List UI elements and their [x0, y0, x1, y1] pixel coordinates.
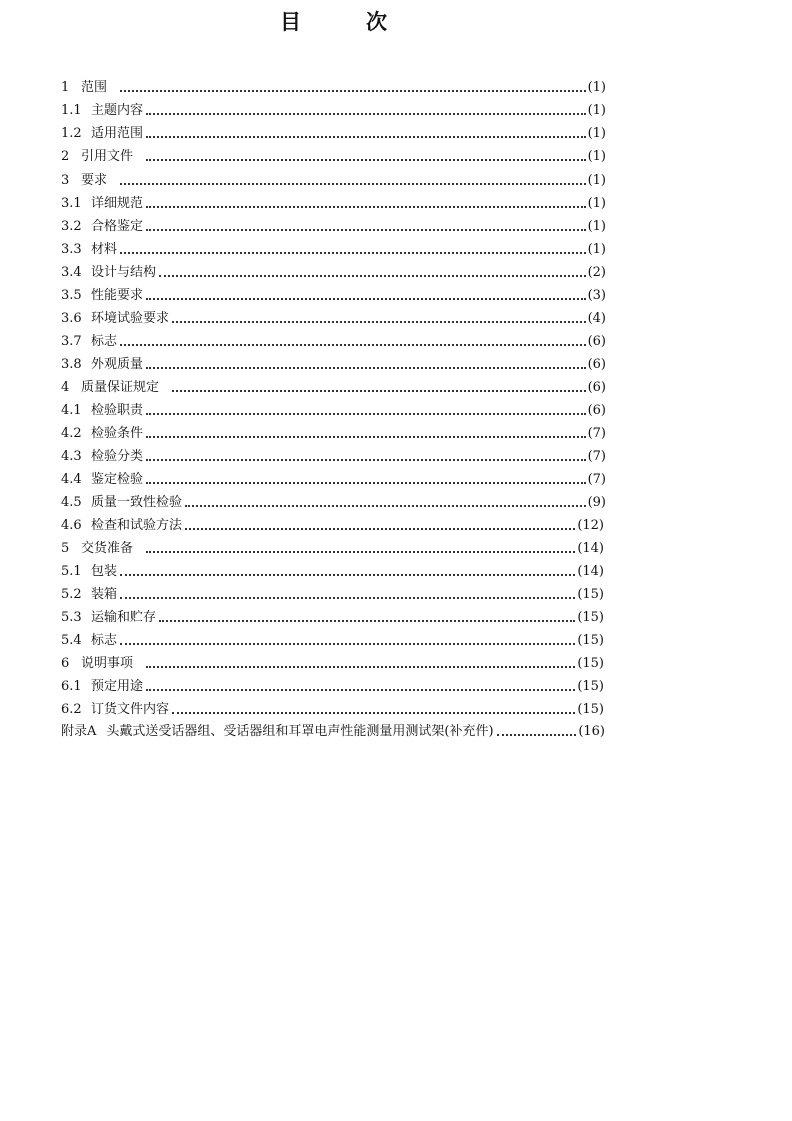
toc-entry-label: 适用范围: [91, 126, 144, 141]
toc-entry-page: (7): [587, 472, 606, 487]
dot-leader: [497, 734, 577, 736]
toc-entry-page: (14): [577, 564, 604, 579]
toc-entry-number: 1: [61, 80, 70, 95]
toc-entry[interactable]: [61, 307, 606, 327]
dot-leader: [159, 620, 575, 622]
dot-leader: [146, 666, 575, 668]
toc-entry-page: (6): [587, 380, 606, 395]
dot-leader: [146, 136, 586, 138]
toc-entry-number: 2: [61, 149, 70, 164]
dot-leader: [146, 206, 586, 208]
toc-entry-number: 5: [61, 541, 70, 556]
toc-entry[interactable]: [61, 652, 604, 672]
toc-entry-label: 详细规范: [91, 196, 144, 211]
title-char-2: 次: [366, 10, 387, 34]
toc-entry-number: 1.1: [61, 103, 82, 118]
toc-entry-label: 要求: [81, 173, 108, 188]
toc-entry[interactable]: [61, 399, 606, 419]
title-char-1: 目: [280, 10, 301, 34]
toc-entry-page: (1): [587, 126, 606, 141]
toc-entry-page: (1): [587, 219, 606, 234]
toc-entry-page: (15): [577, 679, 604, 694]
toc-entry-page: (6): [587, 403, 606, 418]
toc-entry[interactable]: [61, 76, 606, 96]
toc-entry-page: (15): [577, 587, 604, 602]
toc-entry-number: 4.5: [61, 495, 82, 510]
toc-entry-label: 质量保证规定: [81, 380, 160, 395]
toc-entry-page: (7): [587, 426, 606, 441]
toc-entry-label: 主题内容: [91, 103, 144, 118]
toc-entry-number: 3.4: [61, 265, 82, 280]
toc-entry-page: (15): [577, 633, 604, 648]
toc-entry-number: 3.2: [61, 219, 82, 234]
toc-entry-number: 5.1: [61, 564, 82, 579]
dot-leader: [146, 482, 586, 484]
dot-leader: [146, 689, 575, 691]
dot-leader: [146, 436, 586, 438]
toc-entry-number: 3: [61, 173, 70, 188]
toc-entry[interactable]: [61, 629, 604, 649]
toc-entry-number: 5.4: [61, 633, 82, 648]
toc-entry[interactable]: [61, 99, 606, 119]
toc-entry-label: 预定用途: [91, 679, 144, 694]
toc-entry[interactable]: [61, 169, 606, 189]
toc-entry-page: (4): [587, 311, 606, 326]
toc-entry-number: 5.3: [61, 610, 82, 625]
toc-entry-number: 4.2: [61, 426, 82, 441]
toc-entry[interactable]: [61, 468, 606, 488]
dot-leader: [146, 413, 586, 415]
toc-entry[interactable]: [61, 122, 606, 142]
toc-entry-label: 鉴定检验: [91, 472, 144, 487]
toc-entry-label: 装箱: [91, 587, 118, 602]
dot-leader: [146, 159, 586, 161]
toc-entry-number: 4.1: [61, 403, 82, 418]
toc-entry-label: 检查和试验方法: [91, 518, 183, 533]
toc-entry-page: (14): [577, 541, 604, 556]
dot-leader: [146, 459, 586, 461]
toc-entry-number: 6: [61, 656, 70, 671]
toc-entry-label: 性能要求: [91, 288, 144, 303]
toc-entry-page: (1): [587, 103, 606, 118]
dot-leader: [146, 551, 575, 553]
toc-entry[interactable]: [61, 422, 606, 442]
toc-entry-label: 头戴式送受话器组、受话器组和耳罩电声性能测量用测试架(补充件): [106, 724, 494, 739]
toc-entry-label: 检验条件: [91, 426, 144, 441]
dot-leader: [159, 275, 586, 277]
toc-entry[interactable]: [61, 514, 604, 534]
dot-leader: [146, 113, 586, 115]
toc-entry[interactable]: [61, 675, 604, 695]
toc-entry-number: 4: [61, 380, 70, 395]
dot-leader: [146, 367, 586, 369]
toc-entry-number: 附录A: [61, 724, 97, 739]
toc-entry-number: 1.2: [61, 126, 82, 141]
toc-entry-page: (15): [577, 610, 604, 625]
toc-entry-number: 6.2: [61, 702, 82, 717]
dot-leader: [172, 712, 575, 714]
dot-leader: [120, 90, 586, 92]
toc-entry-page: (15): [577, 656, 604, 671]
toc-entry[interactable]: [61, 606, 604, 626]
toc-entry[interactable]: [61, 145, 606, 165]
toc-entry-label: 材料: [91, 242, 118, 257]
dot-leader: [185, 528, 575, 530]
toc-entry-page: (3): [587, 288, 606, 303]
toc-entry[interactable]: [61, 330, 606, 350]
toc-entry-number: 3.3: [61, 242, 82, 257]
dot-leader: [172, 321, 586, 323]
toc-entry-page: (2): [587, 265, 606, 280]
toc-entry[interactable]: [61, 491, 606, 511]
toc-entry-page: (7): [587, 449, 606, 464]
toc-entry-page: (1): [587, 196, 606, 211]
dot-leader: [120, 574, 575, 576]
dot-leader: [146, 298, 586, 300]
toc-entry-label: 交货准备: [81, 541, 134, 556]
toc-entry-label: 标志: [91, 633, 118, 648]
toc-entry-page: (9): [587, 495, 606, 510]
toc-entry-page: (15): [577, 702, 604, 717]
toc-entry-label: 标志: [91, 334, 118, 349]
toc-entry-page: (6): [587, 357, 606, 372]
toc-entry-number: 3.5: [61, 288, 82, 303]
toc-entry-number: 3.6: [61, 311, 82, 326]
toc-entry-number: 4.3: [61, 449, 82, 464]
toc-entry-label: 订货文件内容: [91, 702, 170, 717]
toc-entry-page: (1): [587, 80, 606, 95]
toc-entry-page: (1): [587, 242, 606, 257]
toc-entry[interactable]: [61, 261, 606, 281]
toc-entry-page: (6): [587, 334, 606, 349]
toc-entry[interactable]: [61, 376, 606, 396]
toc-entry[interactable]: [61, 215, 606, 235]
toc-entry[interactable]: [61, 445, 606, 465]
dot-leader: [146, 229, 586, 231]
toc-entry-number: 6.1: [61, 679, 82, 694]
toc-entry-number: 3.1: [61, 196, 82, 211]
toc-entry-number: 4.4: [61, 472, 82, 487]
toc-entry-label: 设计与结构: [91, 265, 157, 280]
toc-entry[interactable]: [61, 537, 604, 557]
dot-leader: [120, 597, 575, 599]
dot-leader: [120, 183, 586, 185]
toc-entry[interactable]: [61, 238, 606, 258]
toc-entry[interactable]: [61, 284, 606, 304]
toc-entry[interactable]: [61, 583, 604, 603]
dot-leader: [120, 643, 575, 645]
toc-entry-page: (1): [587, 149, 606, 164]
toc-entry-number: 5.2: [61, 587, 82, 602]
toc-entry-label: 运输和贮存: [91, 610, 157, 625]
toc-entry[interactable]: [61, 560, 604, 580]
toc-entry-label: 环境试验要求: [91, 311, 170, 326]
toc-entry-number: 4.6: [61, 518, 82, 533]
toc-entry-label: 质量一致性检验: [91, 495, 183, 510]
dot-leader: [120, 252, 586, 254]
toc-entry-number: 3.7: [61, 334, 82, 349]
toc-entry-label: 合格鉴定: [91, 219, 144, 234]
dot-leader: [185, 505, 586, 507]
dot-leader: [120, 344, 586, 346]
toc-entry-label: 外观质量: [91, 357, 144, 372]
toc-entry-number: 3.8: [61, 357, 82, 372]
toc-entry-label: 范围: [81, 80, 108, 95]
toc-entry[interactable]: [61, 353, 606, 373]
toc-entry-label: 引用文件: [81, 149, 134, 164]
toc-entry[interactable]: [61, 192, 606, 212]
toc-entry[interactable]: [61, 720, 605, 740]
toc-entry-label: 包装: [91, 564, 118, 579]
toc-entry-label: 检验职责: [91, 403, 144, 418]
dot-leader: [172, 390, 586, 392]
page-title: [0, 6, 792, 38]
toc-entry-page: (1): [587, 173, 606, 188]
toc-entry[interactable]: [61, 698, 604, 718]
toc-entry-label: 检验分类: [91, 449, 144, 464]
toc-entry-page: (16): [578, 724, 605, 739]
toc-entry-page: (12): [577, 518, 604, 533]
toc-entry-label: 说明事项: [81, 656, 134, 671]
